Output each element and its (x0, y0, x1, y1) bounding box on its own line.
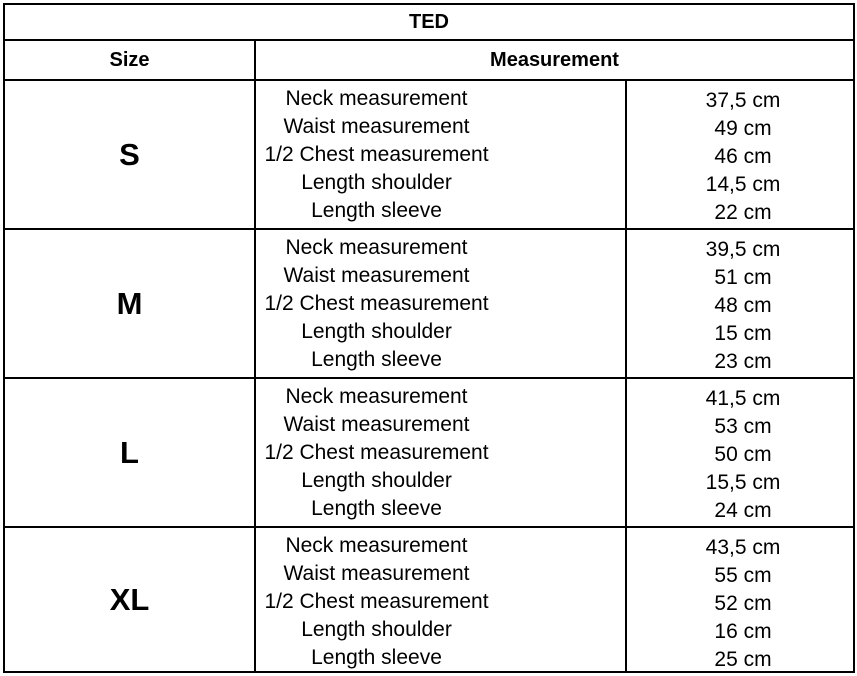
size-label: L (5, 379, 256, 526)
measurement-names (256, 379, 627, 526)
measurement-name: Length shoulder (301, 618, 452, 641)
measurement-value: 53 cm (714, 415, 772, 438)
size-block-m (5, 230, 853, 379)
measurement-value: 22 cm (714, 201, 772, 224)
measurement-value: 48 cm (714, 294, 772, 317)
size-label: XL (5, 528, 256, 671)
size-block-xl (5, 528, 853, 671)
measurement-value: 49 cm (714, 117, 772, 140)
measurement-value: 52 cm (714, 592, 772, 615)
measurement-name: 1/2 Chest measurement (264, 292, 489, 315)
measurement-value: 41,5 cm (705, 387, 781, 410)
measurement-value: 37,5 cm (705, 89, 781, 112)
size-block-s (5, 81, 853, 230)
measurement-value: 25 cm (714, 648, 772, 671)
measurement-name: Waist measurement (283, 115, 470, 138)
size-column-header: Size (5, 41, 256, 79)
measurement-values (627, 528, 853, 671)
header-row (5, 41, 853, 81)
measurement-value: 15,5 cm (705, 471, 781, 494)
measurement-names (256, 230, 627, 377)
measurement-value: 55 cm (714, 564, 772, 587)
measurement-name: Length shoulder (301, 320, 452, 343)
size-block-l (5, 379, 853, 528)
measurement-value: 16 cm (714, 620, 772, 643)
measurement-name: Waist measurement (283, 264, 470, 287)
measurement-names (256, 81, 627, 228)
measurement-values (627, 81, 853, 228)
measurement-value: 23 cm (714, 350, 772, 373)
size-label: M (5, 230, 256, 377)
measurement-values (627, 379, 853, 526)
measurement-name: Length sleeve (311, 497, 442, 520)
measurement-name: Neck measurement (285, 534, 468, 557)
measurement-value: 51 cm (714, 266, 772, 289)
measurement-values (627, 230, 853, 377)
measurement-name: Waist measurement (283, 413, 470, 436)
measurement-name: Neck measurement (285, 385, 468, 408)
measurement-name: Waist measurement (283, 562, 470, 585)
measurement-name: Neck measurement (285, 236, 468, 259)
measurement-name: Length shoulder (301, 469, 452, 492)
measurement-value: 15 cm (714, 322, 772, 345)
measurement-name: Length sleeve (311, 348, 442, 371)
measurement-value: 14,5 cm (705, 173, 781, 196)
size-chart-table (3, 3, 855, 673)
measurement-value: 46 cm (714, 145, 772, 168)
measurement-name: Length sleeve (311, 199, 442, 222)
measurement-name: Neck measurement (285, 87, 468, 110)
measurement-name: Length sleeve (311, 646, 442, 669)
measurement-names (256, 528, 627, 671)
measurement-name: 1/2 Chest measurement (264, 590, 489, 613)
measurement-column-header: Measurement (490, 48, 619, 71)
size-label: S (5, 81, 256, 228)
measurement-value: 43,5 cm (705, 536, 781, 559)
measurement-name: 1/2 Chest measurement (264, 441, 489, 464)
measurement-value: 24 cm (714, 499, 772, 522)
measurement-value: 50 cm (714, 443, 772, 466)
measurement-name: Length shoulder (301, 171, 452, 194)
measurement-name: 1/2 Chest measurement (264, 143, 489, 166)
table-title: TED (5, 5, 853, 41)
measurement-value: 39,5 cm (705, 238, 781, 261)
